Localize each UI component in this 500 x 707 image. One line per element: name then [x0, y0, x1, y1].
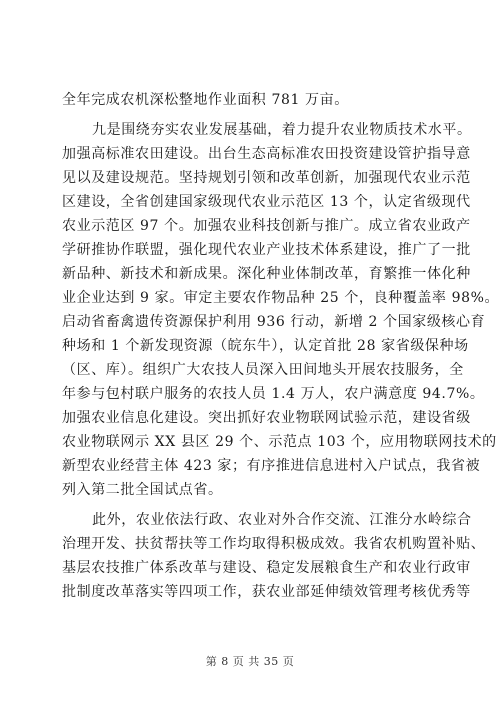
text-line: 批制度改革落实等四项工作，获农业部延伸绩效管理考核优秀等 — [62, 584, 471, 600]
text-line: 治理开发、扶贫帮扶等工作均取得积极成效。我省农机购置补贴、 — [62, 536, 486, 552]
text-line: 年参与包村联户服务的农技人员 1.4 万人，农户满意度 94.7%。 — [62, 386, 485, 402]
text-line: 见以及建设规范。坚持规划引领和改革创新，加强现代农业示范 — [62, 170, 471, 186]
document-body — [62, 88, 500, 604]
text-line: 农业物联网示 XX 县区 29 个、示范点 103 个，应用物联网技术的 — [62, 434, 497, 450]
text-line: 加强农业信息化建设。突出抓好农业物联网试验示范，建设省级 — [62, 410, 471, 426]
text-line: 农业示范区 97 个。加强农业科技创新与推广。成立省农业政产 — [62, 218, 471, 234]
paragraph-start-line: 此外，农业依法行政、农业对外合作交流、江淮分水岭综合 — [92, 512, 472, 528]
text-line: （区、库）。组织广大农技人员深入田间地头开展农技服务，全 — [62, 362, 464, 378]
text-line: 全年完成农机深松整地作业面积 781 万亩。 — [62, 92, 349, 108]
text-line: 种场和 1 个新发现资源（皖东牛），认定首批 28 家省级保种场 — [62, 338, 469, 354]
text-line: 区建设，全省创建国家级现代农业示范区 13 个，认定省级现代 — [62, 194, 471, 210]
text-line: 加强高标准农田建设。出台生态高标准农田投资建设管护指导意 — [62, 146, 471, 162]
text-line: 业企业达到 9 家。审定主要农作物品种 25 个，良种覆盖率 98%。 — [62, 290, 500, 306]
text-line: 新型农业经营主体 423 家；有序推进信息进村入户试点，我省被 — [62, 458, 481, 474]
page-number-footer: 第 8 页 共 35 页 — [205, 655, 295, 668]
text-line: 列入第二批全国试点省。 — [62, 482, 223, 498]
paragraph-start-line: 九是围绕夯实农业发展基础，着力提升农业物质技术水平。 — [92, 122, 472, 138]
text-line: 新品种、新技术和新成果。深化种业体制改革，育繁推一体化种 — [62, 266, 471, 282]
text-line: 基层农技推广体系改革与建设、稳定发展粮食生产和农业行政审 — [62, 560, 471, 576]
text-line: 启动省畜禽遗传资源保护利用 936 行动，新增 2 个国家级核心育 — [62, 314, 486, 330]
text-line: 学研推协作联盟，强化现代农业产业技术体系建设，推广了一批 — [62, 242, 471, 258]
